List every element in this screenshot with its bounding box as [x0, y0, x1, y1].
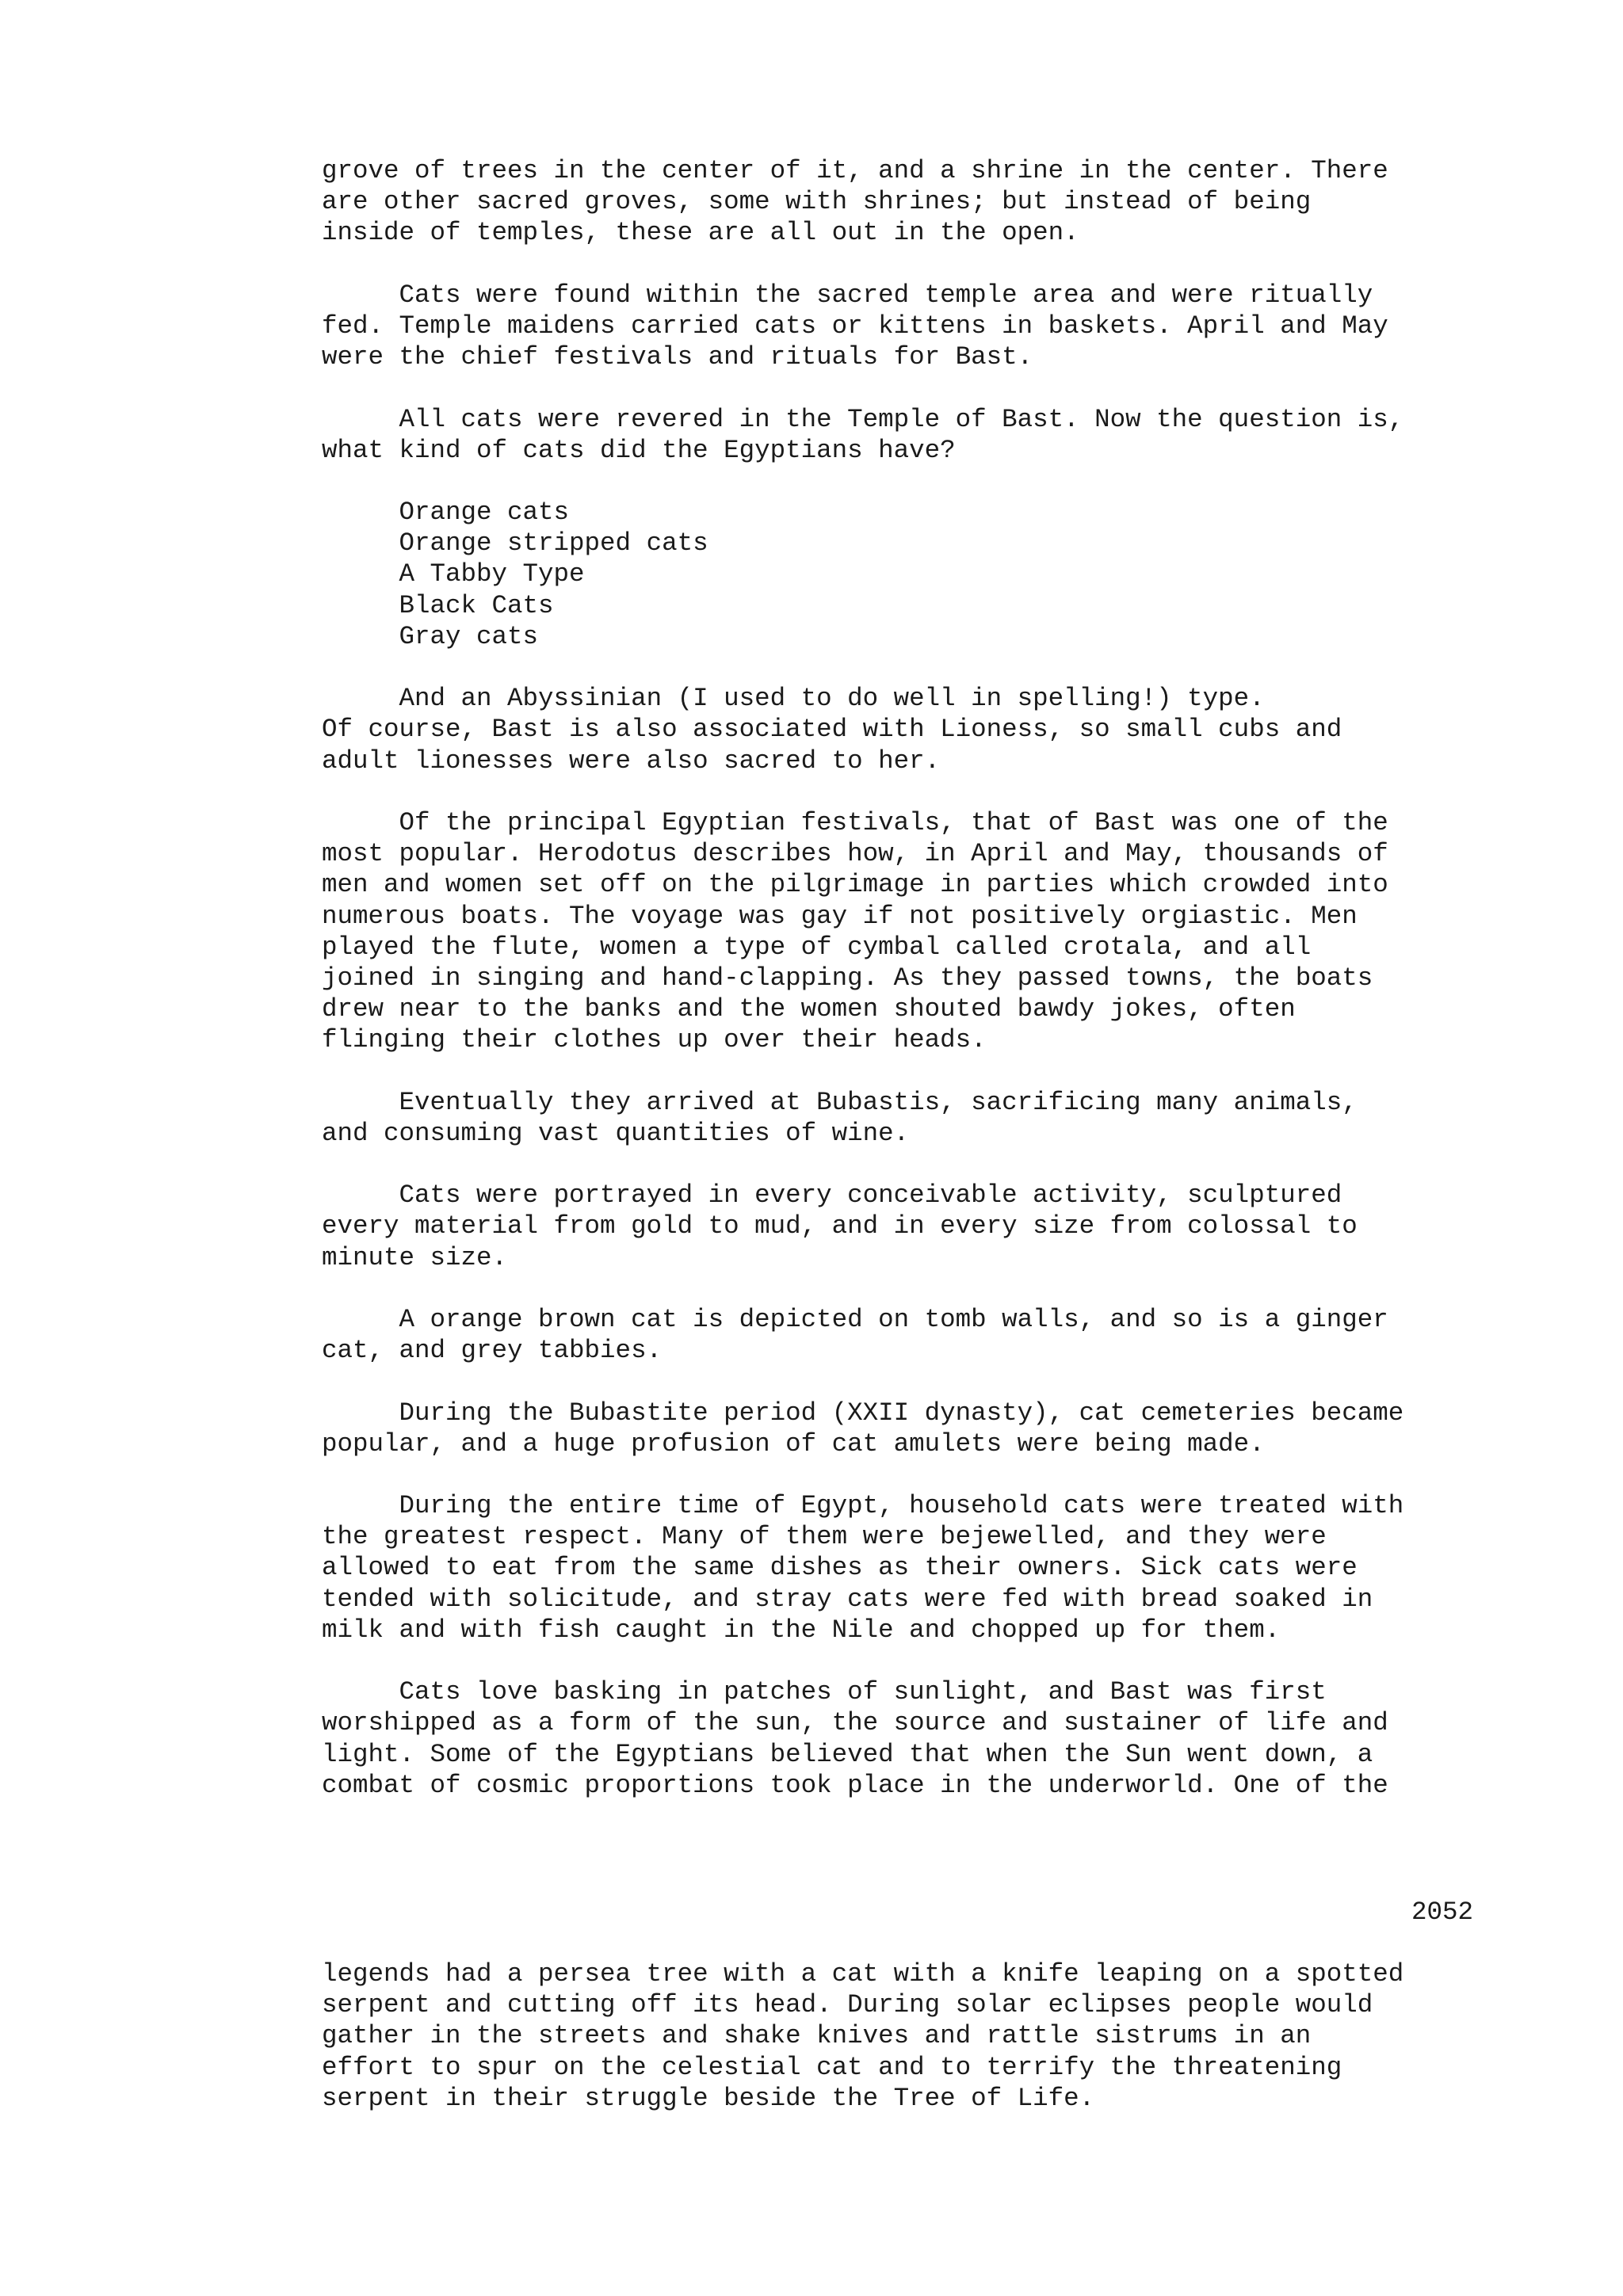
text-line: allowed to eat from the same dishes as their owners. Sick cats were	[322, 1553, 1358, 1583]
text-line: serpent and cutting off its head. During solar eclipses people would	[322, 1990, 1373, 2020]
blank-line	[322, 466, 1510, 497]
text-line: And an Abyssinian (I used to do well in spelling!) type.	[322, 684, 1265, 714]
text-line: Cats love basking in patches of sunlight, and Bast was first	[322, 1677, 1327, 1707]
text-line: Eventually they arrived at Bubastis, sacrificing many animals,	[322, 1087, 1358, 1117]
text-line: what kind of cats did the Egyptians have?	[322, 435, 956, 465]
blank-line	[322, 372, 1510, 403]
blank-line	[322, 1646, 1510, 1676]
text-line: During the entire time of Egypt, household cats were treated with	[322, 1491, 1404, 1521]
text-line: Orange stripped cats	[322, 528, 708, 559]
text-line: fed. Temple maidens carried cats or kittens in baskets. April and May	[322, 311, 1388, 341]
text-line: minute size.	[322, 1242, 508, 1272]
text-line: drew near to the banks and the women shouted bawdy jokes, often	[322, 994, 1296, 1024]
text-line: A orange brown cat is depicted on tomb walls, and so is a ginger	[322, 1304, 1388, 1334]
text-line: cat, and grey tabbies.	[322, 1336, 663, 1366]
text-line: are other sacred groves, some with shrines; but instead of being	[322, 187, 1312, 217]
text-line: Of course, Bast is also associated with Lioness, so small cubs and	[322, 715, 1342, 745]
text-line: inside of temples, these are all out in the open.	[322, 218, 1079, 248]
blank-line	[322, 1055, 1510, 1086]
text-line: Cats were found within the sacred temple area and were ritually	[322, 280, 1373, 310]
text-line: adult lionesses were also sacred to her.	[322, 746, 941, 776]
blank-line	[322, 1366, 1510, 1397]
text-line: effort to spur on the celestial cat and to terrify the threatening	[322, 2052, 1342, 2082]
text-line: numerous boats. The voyage was gay if not positively orgiastic. Men	[322, 901, 1358, 931]
text-line: were the chief festivals and rituals for Bast.	[322, 342, 1033, 372]
text-line: flinging their clothes up over their heads.	[322, 1025, 987, 1055]
text-line: legends had a persea tree with a cat with a knife leaping on a spotted	[322, 1959, 1404, 1989]
text-line: A Tabby Type	[322, 559, 585, 589]
text-line: milk and with fish caught in the Nile and chopped up for them.	[322, 1615, 1281, 1645]
blank-line	[322, 1149, 1510, 1180]
text-line: popular, and a huge profusion of cat amulets were being made.	[322, 1428, 1265, 1459]
text-line: Orange cats	[322, 498, 570, 528]
text-line: Cats were portrayed in every conceivable activity, sculptured	[322, 1180, 1342, 1211]
text-line: light. Some of the Egyptians believed that when the Sun went down, a	[322, 1739, 1373, 1769]
text-line: joined in singing and hand-clapping. As they passed towns, the boats	[322, 963, 1373, 993]
text-line: and consuming vast quantities of wine.	[322, 1118, 910, 1148]
text-line: serpent in their struggle beside the Tree of Life.	[322, 2083, 1095, 2113]
blank-line	[322, 776, 1510, 807]
blank-line	[322, 1273, 1510, 1304]
text-line: combat of cosmic proportions took place in the underworld. One of the	[322, 1770, 1388, 1800]
blank-line	[322, 652, 1510, 683]
page-body-top	[322, 155, 1510, 1801]
text-line: played the flute, women a type of cymbal called crotala, and all	[322, 932, 1312, 962]
text-line: grove of trees in the center of it, and a shrine in the center. There	[322, 156, 1388, 185]
text-line: every material from gold to mud, and in every size from colossal to	[322, 1211, 1358, 1241]
page-number: 2052	[1411, 1897, 1473, 1927]
page-body-continued	[322, 1958, 1510, 2114]
text-line: During the Bubastite period (XXII dynasty), cat cemeteries became	[322, 1398, 1404, 1428]
text-line: Of the principal Egyptian festivals, that of Bast was one of the	[322, 807, 1388, 837]
text-line: Gray cats	[322, 621, 539, 651]
text-line: most popular. Herodotus describes how, in April and May, thousands of	[322, 839, 1388, 869]
text-line: gather in the streets and shake knives and rattle sistrums in an	[322, 2021, 1312, 2051]
blank-line	[322, 1459, 1510, 1490]
text-line: the greatest respect. Many of them were bejewelled, and they were	[322, 1522, 1327, 1552]
text-line: worshipped as a form of the sun, the source and sustainer of life and	[322, 1708, 1388, 1738]
text-line: Black Cats	[322, 590, 554, 620]
text-line: men and women set off on the pilgrimage in parties which crowded into	[322, 870, 1388, 900]
text-line: All cats were revered in the Temple of Bast. Now the question is,	[322, 404, 1404, 434]
text-line: tended with solicitude, and stray cats were fed with bread soaked in	[322, 1584, 1373, 1614]
blank-line	[322, 249, 1510, 280]
